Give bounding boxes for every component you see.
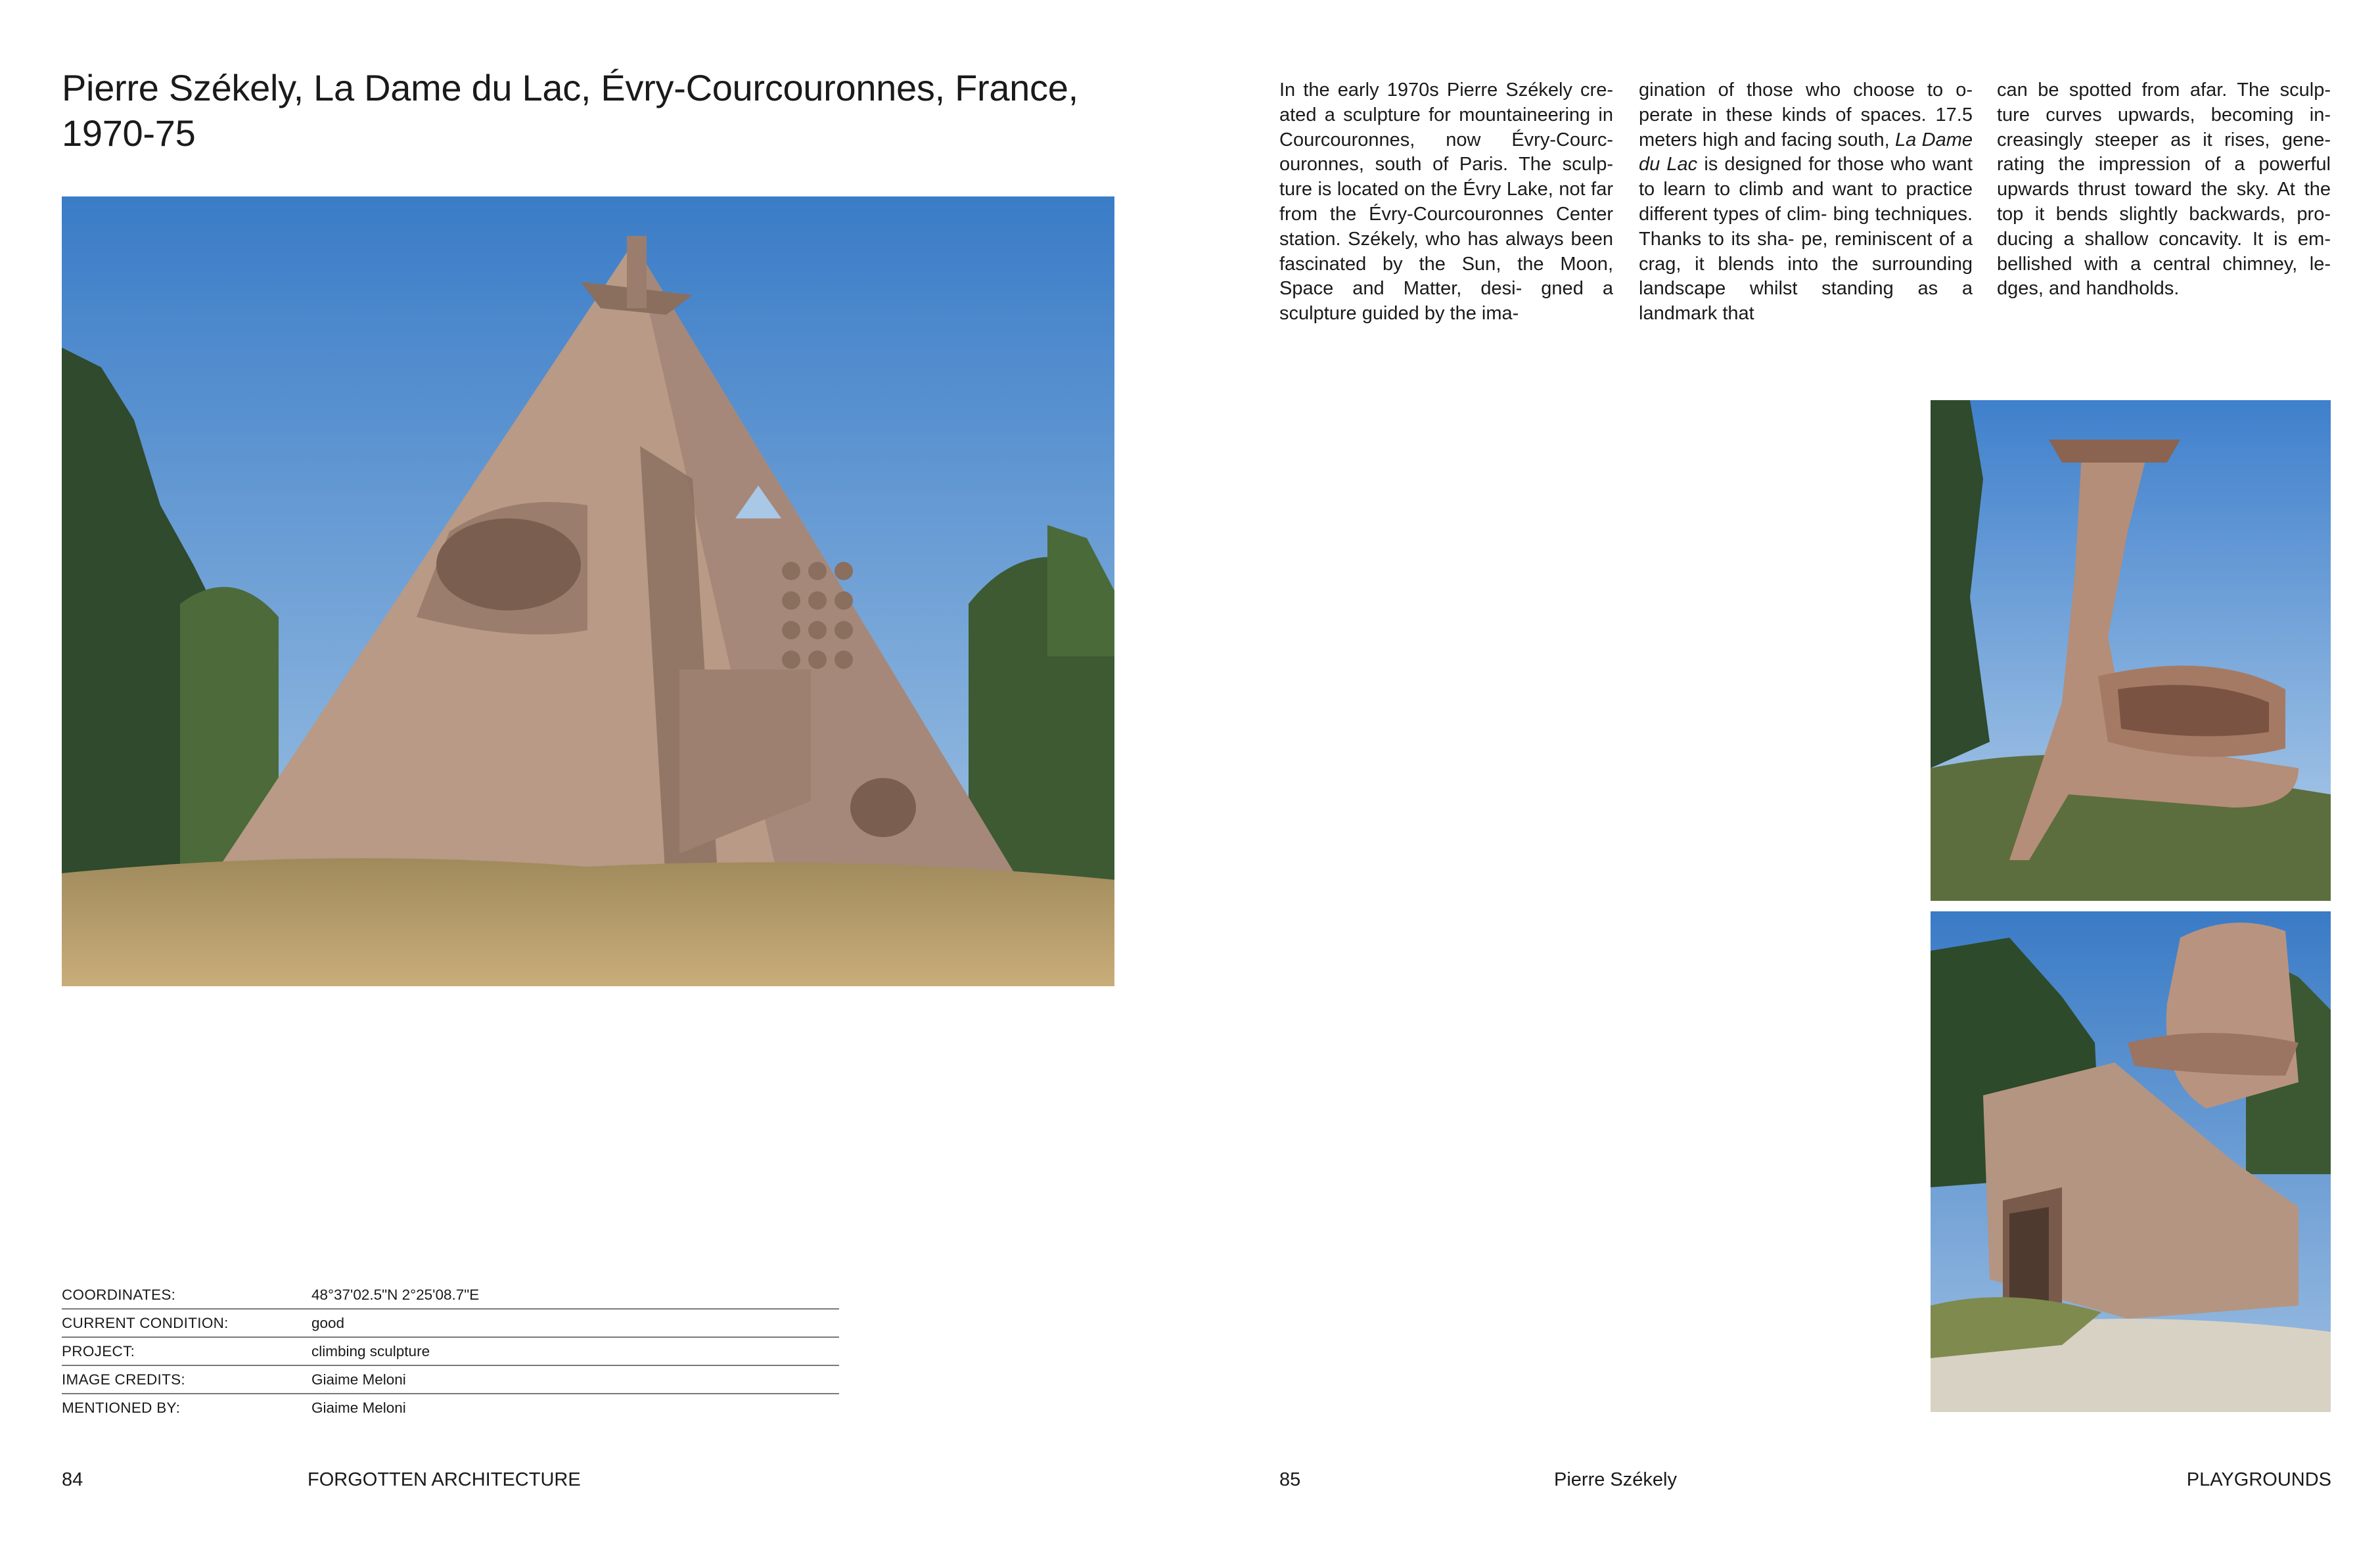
info-row-project [62, 1338, 839, 1366]
info-row-mentioned-by [62, 1394, 839, 1421]
sculpture-name-italic: La Dame du Lac [1639, 129, 1973, 175]
info-row-coordinates [62, 1281, 839, 1310]
book-title: FORGOTTEN ARCHITECTURE [308, 1469, 581, 1490]
info-value: climbing sculpture [311, 1342, 430, 1359]
body-text-segment: gination of those who choose to o- perate in these kinds of spaces. 17.5 meters high and facing south, [1639, 80, 1973, 150]
info-key: IMAGE CREDITS: [62, 1371, 185, 1388]
info-table [62, 1281, 839, 1421]
body-text-column-1 [1279, 78, 1613, 327]
info-value: good [311, 1314, 345, 1331]
info-row-condition [62, 1310, 839, 1338]
page-title: Pierre Székely, La Dame du Lac, Évry-Courcouronnes, France, 1970-75 [62, 67, 1078, 154]
body-text-column-2 [1639, 78, 1973, 327]
info-row-image-credits [62, 1366, 839, 1394]
left-page-number: 84 [62, 1469, 83, 1490]
body-paragraph-1: In the early 1970s Pierre Székely cre- ated a sculpture for mountaineering in Courcouronnes, now Évry-Courc- ouronnes, south of Paris. The sculp- ture is located on the Évry Lake, not far from the Évry-Courcouronnes Center station. Székely, who has always been fascinated by the Sun, the Moon, Space and Matter, desi- gned a sculpture guided by the ima- [1279, 80, 1613, 325]
info-key: PROJECT: [62, 1342, 135, 1359]
body-paragraph-2 [1639, 78, 1973, 327]
sculpture-detail-photo [1931, 911, 2331, 1412]
sculpture-main-photo [62, 196, 1114, 986]
info-value: Giaime Meloni [311, 1399, 406, 1416]
info-value: 48°37'02.5"N 2°25'08.7"E [311, 1286, 480, 1303]
running-author: Pierre Székely [1554, 1469, 1677, 1490]
body-text-segment: is designed for those who want to learn to climb and want to practice different types of clim- bing techniques. Thanks to its sha- pe, reminiscent of a crag, it blends into the surrounding landscape whilst standing as a landmark that [1639, 154, 1973, 325]
section-name: PLAYGROUNDS [2186, 1469, 2331, 1490]
info-value: Giaime Meloni [311, 1371, 406, 1388]
right-page-number: 85 [1279, 1469, 1301, 1490]
body-paragraph-3: can be spotted from afar. The sculp- ture curves upwards, becoming in- creasingly steeper as it rises, gene- rating the impression of a powerful upwards thrust toward the sky. At the top it bends slightly backwards, pro- ducing a shallow concavity. It is em- bellished with a central chimney, le- dges, and handholds. [1997, 80, 2331, 300]
info-key: MENTIONED BY: [62, 1399, 181, 1416]
info-key: CURRENT CONDITION: [62, 1314, 229, 1331]
info-key: COORDINATES: [62, 1286, 176, 1303]
body-text-column-3 [1997, 78, 2331, 302]
sculpture-side-photo [1931, 400, 2331, 901]
